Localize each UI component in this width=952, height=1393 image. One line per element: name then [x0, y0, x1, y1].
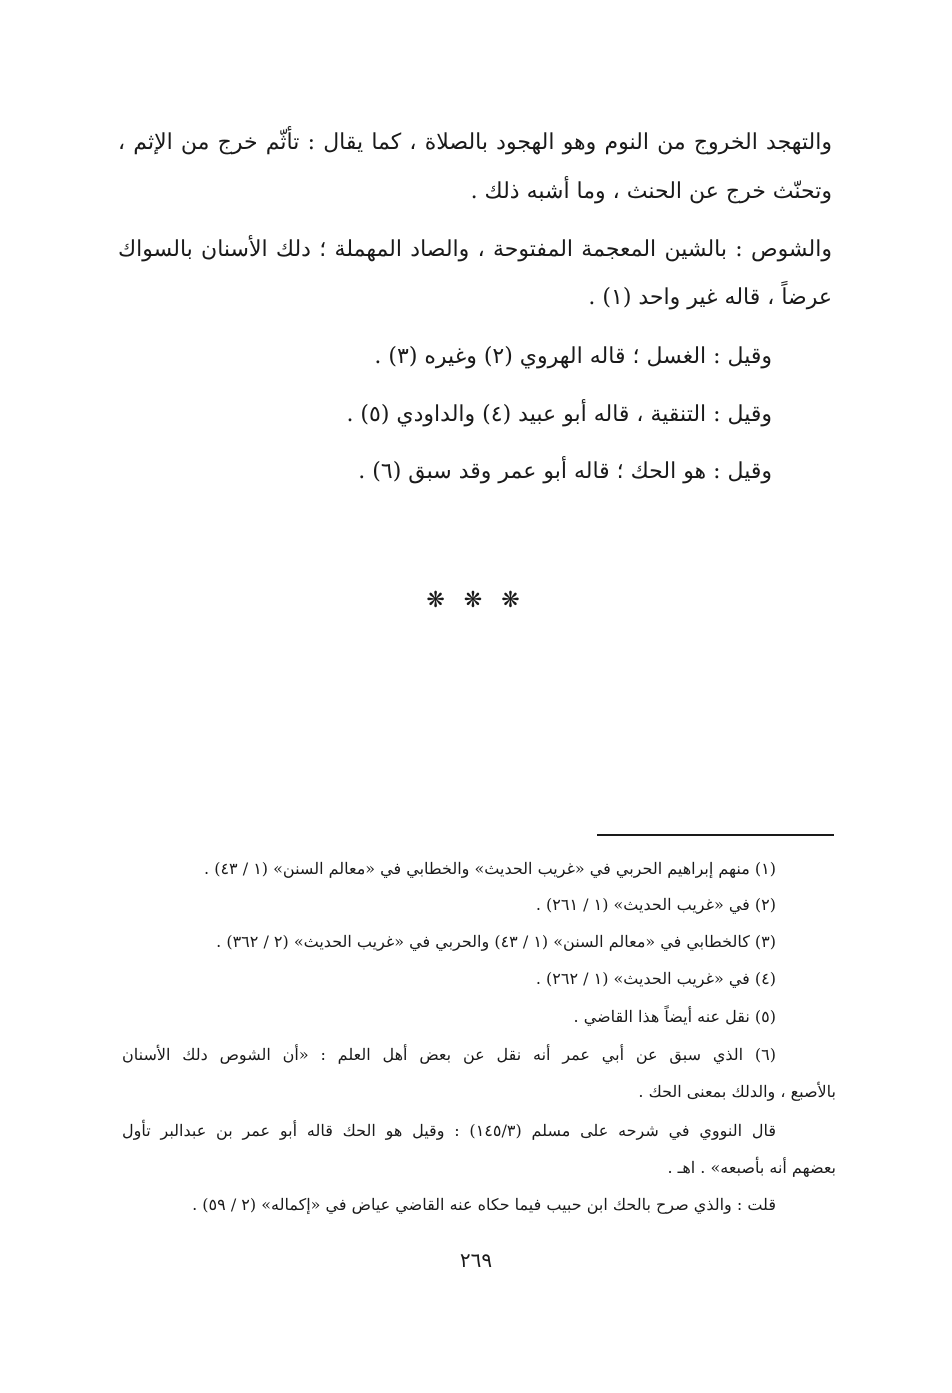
paragraph-tahajjud-line-2: وتحنّث خرج عن الحنث ، وما أشبه ذلك .: [470, 179, 832, 204]
paragraph-tahajjud-line-1: والتهجد الخروج من النوم وهو الهجود بالصلاة ، كما يقال : تأثّم خرج من الإثم ،: [118, 130, 832, 155]
paragraph-ghasl: وقيل : الغسل ؛ قاله الهروي (٢) وغيره (٣) .: [374, 344, 772, 369]
paragraph-hakk: وقيل : هو الحك ؛ قاله أبو عمر وقد سبق (٦) .: [358, 459, 772, 484]
footnote-divider: [597, 834, 834, 836]
footnote-2: (٢) في «غريب الحديث» (١ / ٢٦١) .: [535, 895, 776, 914]
footnote-4: (٤) في «غريب الحديث» (١ / ٢٦٢) .: [535, 969, 776, 988]
paragraph-tanqiya: وقيل : التنقية ، قاله أبو عبيد (٤) والداودي (٥) .: [346, 402, 772, 427]
paragraph-shaws-line-2: عرضاً ، قاله غير واحد (١) .: [588, 285, 832, 310]
footnote-5: (٥) نقل عنه أيضاً هذا القاضي .: [573, 1007, 776, 1026]
footnote-1: (١) منهم إبراهيم الحربي في «غريب الحديث» والخطابي في «معالم السنن» (١ / ٤٣) .: [204, 859, 776, 878]
page-number: ٢٦٩: [459, 1248, 493, 1272]
footnote-6-line-2: بالأصبع ، والدلك بمعنى الحك .: [638, 1082, 836, 1101]
section-separator: ❋ ❋ ❋: [426, 588, 526, 613]
paragraph-shaws-line-1: والشوص : بالشين المعجمة المفتوحة ، والصاد المهملة ؛ دلك الأسنان بالسواك: [118, 237, 832, 262]
footnote-3: (٣) كالخطابي في «معالم السنن» (١ / ٤٣) والحربي في «غريب الحديث» (٢ / ٣٦٢) .: [216, 932, 776, 951]
footnote-7-line-1: قال النووي في شرحه على مسلم (١٤٥/٣) : وقيل هو الحك قاله أبو عمر بن عبدالبر تأول: [122, 1121, 776, 1140]
footnote-7-line-2: بعضهم أنه بأصبعه» . اهـ .: [667, 1158, 836, 1177]
footnote-8: قلت : والذي صرح بالحك ابن حبيب فيما حكاه عنه القاضي عياض في «إكماله» (٢ / ٥٩) .: [192, 1195, 776, 1214]
footnote-6-line-1: (٦) الذي سبق عن أبي عمر أنه نقل عن بعض أهل العلم : «أن الشوص دلك الأسنان: [122, 1045, 776, 1064]
